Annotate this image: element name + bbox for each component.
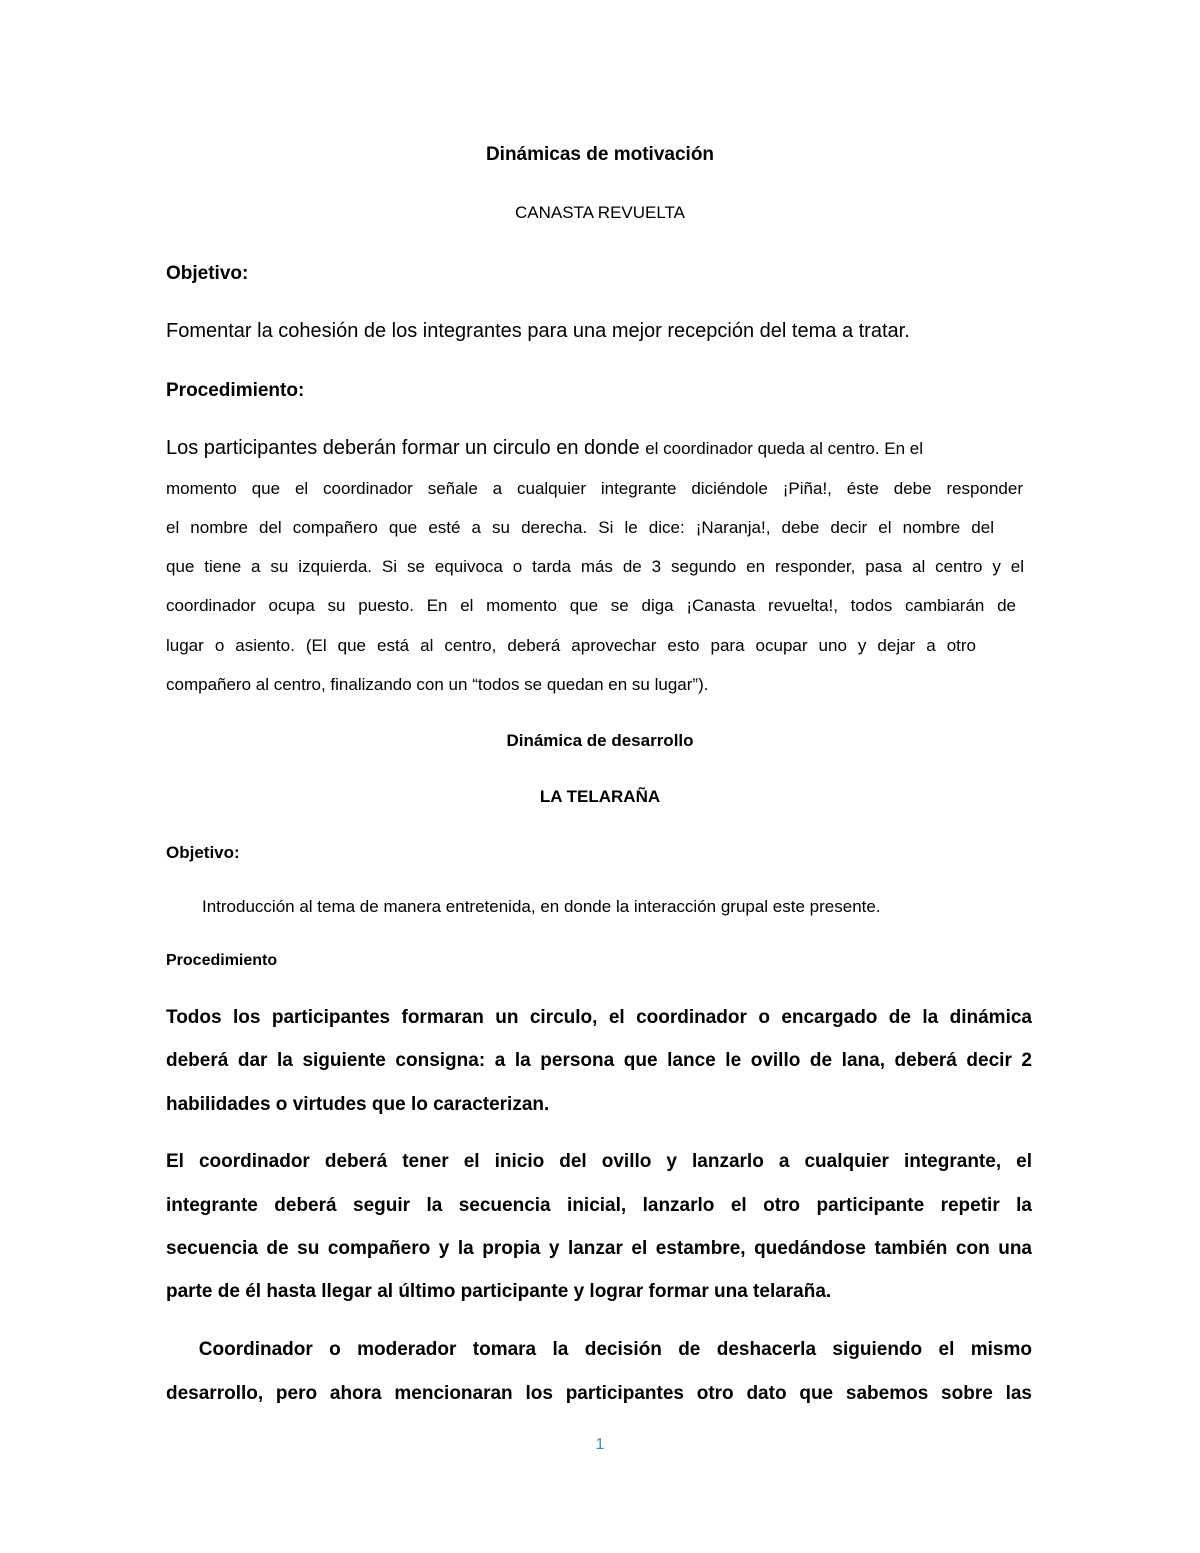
procedure-label: Procedimiento: [166,380,305,401]
procedure-line: compañero al centro, finalizando con un “todos se quedan en su lugar”). [166,675,709,694]
procedure-line: lugar o asiento. (El que está al centro, deberá aprovechar esto para ocupar uno y dejar a otro [166,636,976,655]
paragraph-line: deberá dar la siguiente consigna: a la persona que lance le ovillo de lana, deberá decir 2 [166,1050,1032,1071]
objective-text: Fomentar la cohesión de los integrantes para una mejor recepción del tema a tratar. [166,320,910,342]
procedure-line: momento que el coordinador señale a cualquier integrante diciéndole ¡Piña!, éste debe responder [166,479,1023,498]
procedure-label: Procedimiento [166,952,278,969]
paragraph-line: secuencia de su compañero y la propia y lanzar el estambre, quedándose también con una [166,1238,1032,1259]
document-title: Dinámicas de motivación [485,144,715,165]
procedure-line: que tiene a su izquierda. Si se equivoca o tarda más de 3 segundo en responder, pasa al centro y el [166,557,1024,576]
objective-label: Objetivo: [166,263,249,284]
paragraph-line: integrante deberá seguir la secuencia inicial, lanzarlo el otro participante repetir la [166,1195,1032,1216]
objective-label: Objetivo: [166,843,240,862]
section-subtitle: Dinámica de desarrollo [506,731,694,750]
objective-text: Introducción al tema de manera entretenida, en donde la interacción grupal este presente. [202,897,881,916]
paragraph-line: Coordinador o moderador tomara la decisión de deshacerla siguiendo el mismo [166,1339,1032,1360]
paragraph-line: Todos los participantes formaran un circulo, el coordinador o encargado de la dinámica [166,1007,1032,1028]
procedure-line: el nombre del compañero que esté a su derecha. Si le dice: ¡Naranja!, debe decir el nombre del [166,518,994,537]
paragraph-line: desarrollo, pero ahora mencionaran los participantes otro dato que sabemos sobre las [166,1383,1032,1404]
procedure-line: el coordinador queda al centro. En el [645,439,924,458]
paragraph-line: parte de él hasta llegar al último participante y lograr formar una telaraña. [166,1281,832,1302]
paragraph-line: El coordinador deberá tener el inicio del ovillo y lanzarlo a cualquier integrante, el [166,1151,1032,1172]
procedure-first-line [166,437,923,460]
procedure-lead-text: Los participantes deberán formar un circulo en donde [166,437,646,459]
section-heading-canasta-revuelta: CANASTA REVUELTA [514,203,686,222]
page-number: 1 [595,1436,605,1453]
procedure-line: coordinador ocupa su puesto. En el momento que se diga ¡Canasta revuelta!, todos cambiarán de [166,596,1016,615]
paragraph-line: habilidades o virtudes que lo caracterizan. [166,1094,550,1115]
section-heading-la-telarana: LA TELARAÑA [539,787,661,806]
